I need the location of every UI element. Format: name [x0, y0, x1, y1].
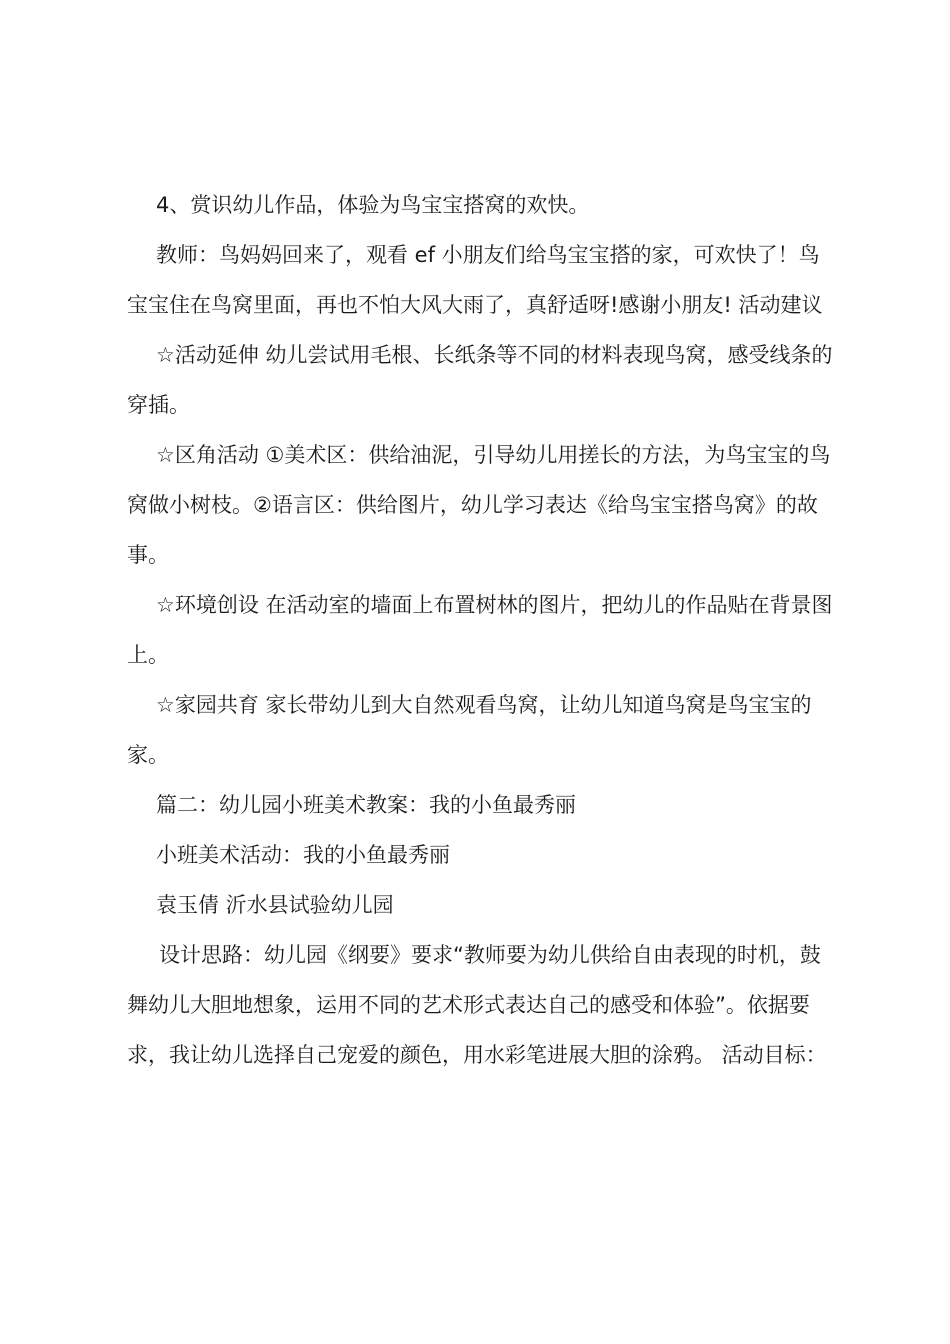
- document-body: [127, 180, 837, 1080]
- paragraph-environment-setup: ☆环境创设 在活动室的墙面上布置树林的图片，把幼儿的作品贴在背景图上。: [127, 593, 833, 667]
- paragraph-teacher-speech: 教师：鸟妈妈回来了，观看 ef 小朋友们给鸟宝宝搭的家，可欢快了！鸟宝宝住在鸟窝里面，再也不怕大风大雨了，真舒适呀!感谢小朋友! 活动建议: [127, 243, 823, 317]
- paragraph-home-school: ☆家园共育 家长带幼儿到大自然观看鸟窝，让幼儿知道鸟窝是鸟宝宝的家。: [127, 693, 812, 767]
- paragraph-corner-activity: ☆区角活动 ①美术区：供给油泥，引导幼儿用搓长的方法，为鸟宝宝的鸟窝做小树枝。②语言区：供给图片，幼儿学习表达《给鸟宝宝搭鸟窝》的故事。: [127, 443, 831, 567]
- paragraph-appreciate-works: 4、赏识幼儿作品，体验为鸟宝宝搭窝的欢快。: [156, 193, 590, 217]
- author-line: 袁玉倩 沂水县试验幼儿园: [156, 893, 394, 917]
- paragraph-design-idea: 设计思路：幼儿园《纲要》要求“教师要为幼儿供给自由表现的时机，鼓舞幼儿大胆地想象，运用不同的艺术形式表达自己的感受和体验”。依据要求，我让幼儿选择自己宠爱的颜色，用水彩笔进展大胆的涂鸦。 活动目标：: [127, 943, 827, 1067]
- paragraph-activity-extension: ☆活动延伸 幼儿尝试用毛根、长纸条等不同的材料表现鸟窝，感受线条的穿插。: [127, 343, 833, 417]
- activity-title: 小班美术活动：我的小鱼最秀丽: [156, 843, 450, 867]
- section-heading-part-two: 篇二：幼儿园小班美术教案：我的小鱼最秀丽: [156, 793, 576, 817]
